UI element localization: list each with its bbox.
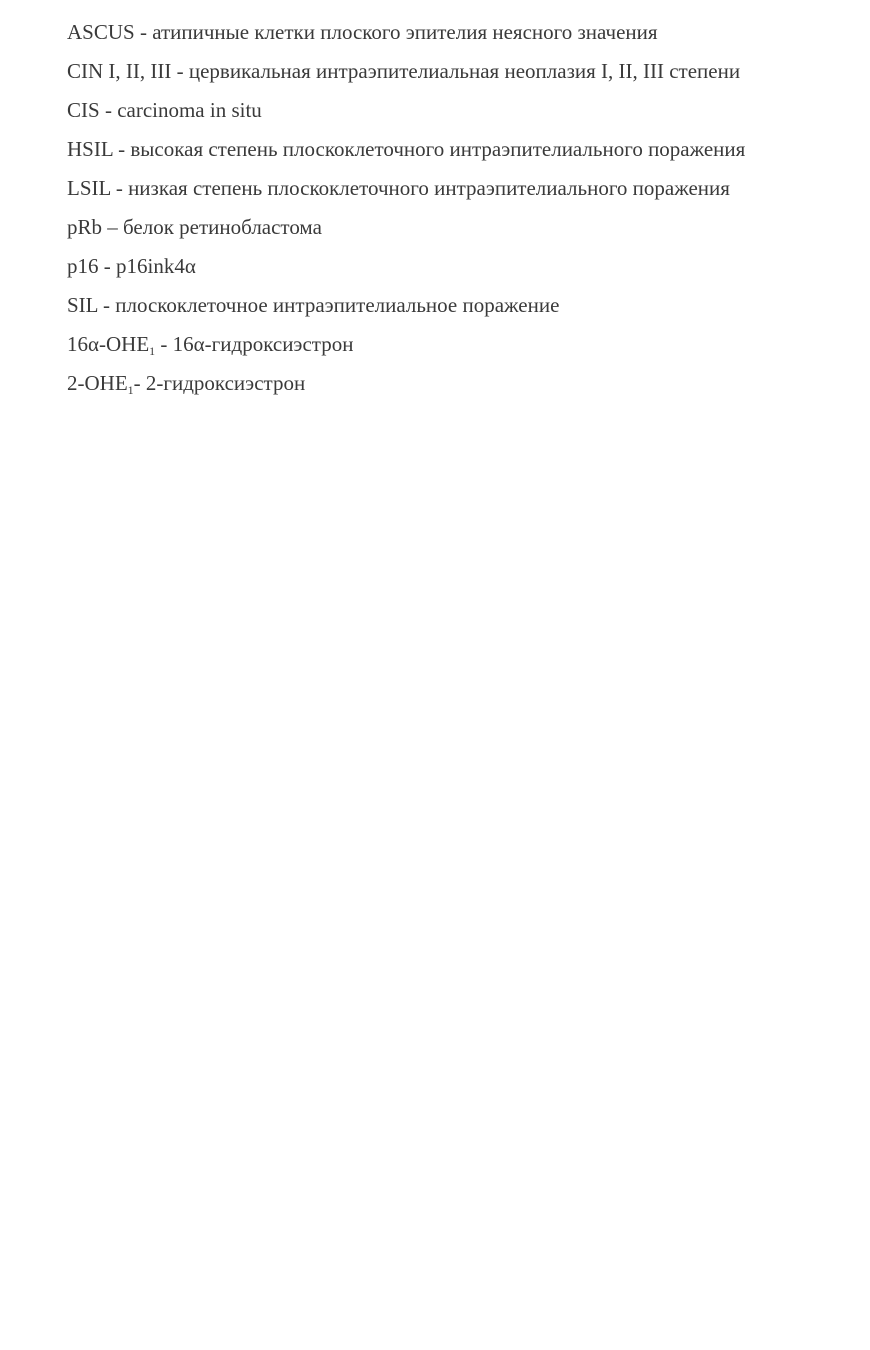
abbreviation-separator: - (155, 332, 173, 356)
abbreviation-definition: низкая степень плоскоклеточного интраэпителиального поражения (128, 176, 730, 200)
abbreviation-item (67, 252, 857, 291)
abbreviation-item (67, 213, 857, 252)
abbreviation-definition: атипичные клетки плоского эпителия неясного значения (152, 20, 658, 44)
abbreviation-term: 16α-OHE (67, 332, 150, 356)
abbreviation-definition: p16ink4α (116, 254, 196, 278)
abbreviation-definition: carcinoma in situ (117, 98, 262, 122)
abbreviation-definition: 2-гидроксиэстрон (145, 371, 306, 395)
abbreviation-item (67, 174, 857, 213)
abbreviation-term-subscript: 1 (127, 383, 134, 397)
abbreviation-term: pRb (67, 215, 103, 239)
abbreviation-item (67, 135, 857, 174)
abbreviation-separator: – (102, 215, 124, 239)
abbreviation-term: CIN I, II, III (67, 59, 172, 83)
abbreviation-term: 2-OHE (67, 371, 128, 395)
abbreviation-item (67, 57, 857, 96)
abbreviation-separator: - (112, 137, 131, 161)
abbreviation-separator: - (134, 20, 153, 44)
abbreviation-item (67, 18, 857, 57)
abbreviation-term: LSIL (67, 176, 111, 200)
abbreviation-definition: плоскоклеточное интраэпителиальное поражение (115, 293, 560, 317)
abbreviation-separator: - (97, 293, 116, 317)
abbreviation-term: HSIL (67, 137, 113, 161)
abbreviation-item (67, 96, 857, 135)
abbreviation-term: CIS (67, 98, 100, 122)
abbreviation-separator: - (133, 371, 146, 395)
abbreviation-item (67, 291, 857, 330)
abbreviation-term-subscript: 1 (149, 344, 156, 358)
abbreviation-separator: - (110, 176, 129, 200)
abbreviation-separator: - (99, 98, 118, 122)
abbreviation-separator: - (98, 254, 116, 278)
abbreviation-item (67, 330, 857, 369)
abbreviation-term: p16 (67, 254, 99, 278)
abbreviation-definition: белок ретинобластома (123, 215, 322, 239)
abbreviation-definition: цервикальная интраэпителиальная неоплазия I, II, III степени (188, 59, 741, 83)
abbreviation-item (67, 369, 857, 408)
abbreviation-definition: 16α-гидроксиэстрон (172, 332, 354, 356)
abbreviation-separator: - (171, 59, 189, 83)
abbreviation-list (67, 18, 857, 408)
abbreviation-definition: высокая степень плоскоклеточного интраэпителиального поражения (130, 137, 746, 161)
abbreviation-term: ASCUS (67, 20, 135, 44)
abbreviation-term: SIL (67, 293, 98, 317)
